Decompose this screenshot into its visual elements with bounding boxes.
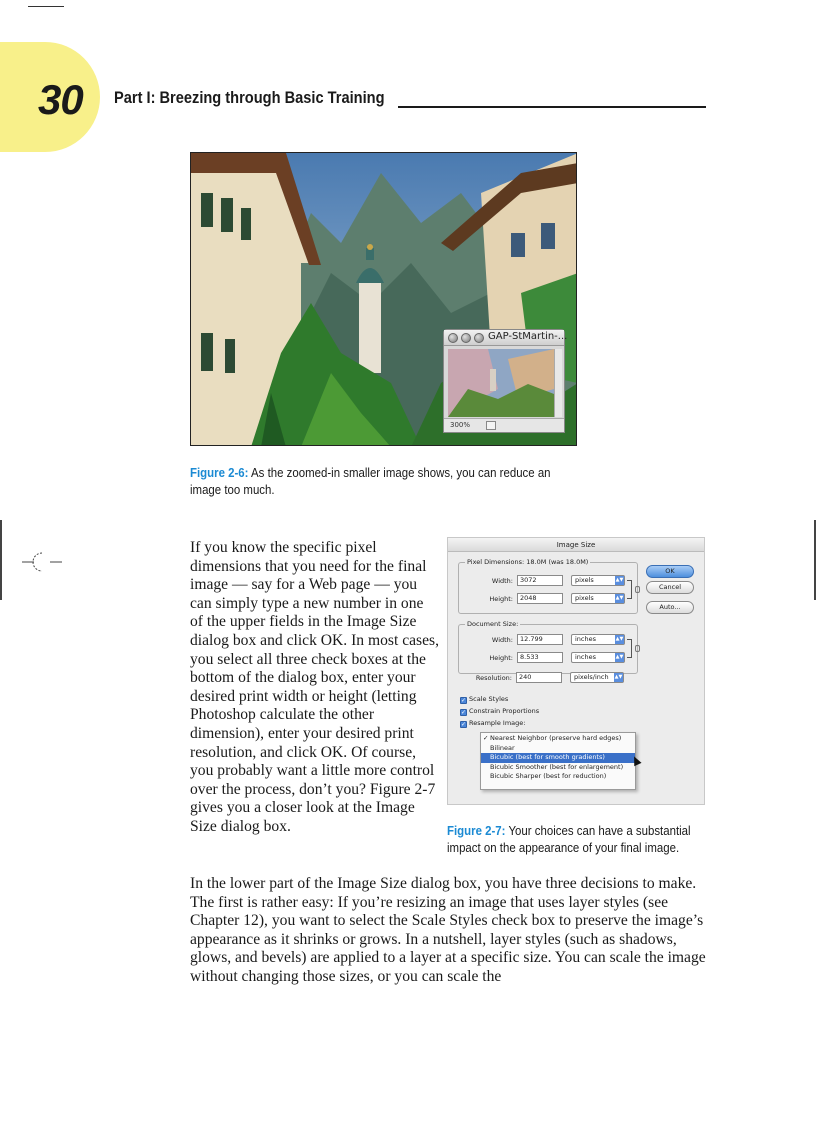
zoom-icon[interactable] xyxy=(474,333,484,343)
caption-text: As the zoomed-in smaller image shows, you can reduce an image too much. xyxy=(190,465,551,497)
minimize-icon[interactable] xyxy=(461,333,471,343)
caption-label: Figure 2-7: xyxy=(447,823,506,838)
doc-height-unit-select[interactable]: inches ▲▼ xyxy=(571,652,625,663)
figure-2-7-caption xyxy=(447,822,702,856)
chain-link-icon xyxy=(635,586,640,593)
checkbox-checked-icon[interactable]: ✓ xyxy=(461,697,467,704)
window-status-bar xyxy=(444,418,564,432)
pixel-dimensions-label: Pixel Dimensions: 18.0M (was 18.0M) xyxy=(467,558,589,566)
constrain-bracket xyxy=(627,580,632,599)
window-titlebar xyxy=(444,330,568,346)
doc-height-field[interactable]: 8.533 xyxy=(517,652,563,663)
checkbox-checked-icon[interactable]: ✓ xyxy=(461,709,467,716)
doc-width-field[interactable]: 12.799 xyxy=(517,634,563,645)
document-size-label: Document Size: xyxy=(467,620,519,628)
pixel-width-label: Width: xyxy=(491,577,513,585)
caption-label: Figure 2-6: xyxy=(190,465,249,480)
page-number: 30 xyxy=(38,76,83,123)
select-arrow-icon: ▲▼ xyxy=(615,595,624,601)
menu-item-bicubic-sharper[interactable]: Bicubic Sharper (best for reduction) xyxy=(490,772,607,780)
checkbox-checked-icon[interactable]: ✓ xyxy=(461,721,467,728)
menu-item-bicubic[interactable]: Bicubic (best for smooth gradients) xyxy=(481,753,635,763)
left-margin-mark xyxy=(0,520,2,600)
zoomed-thumbnail xyxy=(448,349,554,417)
resample-dropdown-menu[interactable] xyxy=(480,732,636,790)
running-head: Part I: Breezing through Basic Training xyxy=(114,88,385,107)
image-size-dialog xyxy=(447,537,705,805)
checkmark-icon: ✓ xyxy=(483,734,489,742)
zoomed-image-window[interactable] xyxy=(443,329,568,433)
scale-styles-checkbox-row[interactable] xyxy=(460,695,508,704)
constrain-bracket xyxy=(627,639,632,658)
constrain-proportions-checkbox-row[interactable] xyxy=(460,707,539,716)
scale-styles-label: Scale Styles xyxy=(469,695,509,703)
ok-button[interactable]: OK xyxy=(646,565,694,578)
doc-width-unit-select[interactable]: inches ▲▼ xyxy=(571,634,625,645)
select-arrow-icon: ▲▼ xyxy=(614,674,623,680)
top-crop-rule xyxy=(28,6,64,7)
constrain-proportions-label: Constrain Proportions xyxy=(469,707,540,715)
dialog-title: Image Size xyxy=(448,538,704,552)
running-head-rule xyxy=(398,106,706,108)
resolution-label: Resolution: xyxy=(475,674,512,682)
menu-item-bicubic-smoother[interactable]: Bicubic Smoother (best for enlargement) xyxy=(490,762,624,771)
select-arrow-icon: ▲▼ xyxy=(615,636,624,642)
body-paragraph: In the lower part of the Image Size dialog box, you have three decisions to make. The first is rather easy: If you’re resizing an image that uses layer styles (see Chapter 12), you want to select the Scale Styles check box to preserve the image’s appearance as it shrinks or grows. In a nutshell, layer styles (such as shadows, glows, and bevels) are applied to a layer at a specific size. You can scale the image without changing those sizes, or you can scale the xyxy=(190,875,706,985)
pixel-height-unit-select[interactable]: pixels ▲▼ xyxy=(571,593,625,604)
resolution-field[interactable]: 240 xyxy=(516,672,562,683)
chain-link-icon xyxy=(635,645,640,652)
resample-image-label: Resample Image: xyxy=(469,719,526,727)
pixel-dimensions-group xyxy=(458,558,638,614)
cancel-button[interactable]: Cancel xyxy=(646,581,694,594)
window-title: GAP-StMartin-... xyxy=(488,331,568,342)
pixel-height-field[interactable]: 2048 xyxy=(517,593,563,604)
zoom-readout: 300% xyxy=(450,421,471,429)
menu-item-nearest-neighbor[interactable]: ✓ Nearest Neighbor (preserve hard edges) xyxy=(483,734,622,742)
menu-item-bilinear[interactable]: Bilinear xyxy=(490,743,515,752)
close-icon[interactable] xyxy=(448,333,458,343)
auto-button[interactable]: Auto... xyxy=(646,601,694,614)
doc-width-label: Width: xyxy=(491,636,513,644)
pixel-width-unit-select[interactable]: pixels ▲▼ xyxy=(571,575,625,586)
pixel-height-label: Height: xyxy=(489,595,513,603)
pixel-width-field[interactable]: 3072 xyxy=(517,575,563,586)
figure-2-6-caption xyxy=(190,464,577,498)
status-menu-button[interactable] xyxy=(486,421,496,430)
figure-2-6-photo xyxy=(190,152,577,446)
doc-height-label: Height: xyxy=(489,654,513,662)
caption-text: Your choices can have a substantial impact on the appearance of your final image. xyxy=(447,823,691,855)
window-scrollbar[interactable] xyxy=(554,349,562,417)
resample-image-checkbox-row[interactable] xyxy=(460,719,525,728)
select-arrow-icon: ▲▼ xyxy=(615,654,624,660)
resolution-unit-select[interactable]: pixels/inch ▲▼ xyxy=(570,672,624,683)
select-arrow-icon: ▲▼ xyxy=(615,577,624,583)
document-size-group xyxy=(458,620,638,674)
body-paragraph: If you know the specific pixel dimensions that you need for the final image — say for a Web page — you can simply type a new number in one of the upper fields in the Image Size dialog box and click OK. In most cases, you select all three check boxes at the bottom of the dialog box, enter your desired print width or height (letting Photoshop calculate the other dimension), enter your desired print resolution, and click OK. Of course, you probably want a little more control over the process, don’t you? Figure 2-7 gives you a closer look at the Image Size dialog box. xyxy=(190,539,440,835)
registration-mark-icon xyxy=(22,550,62,574)
